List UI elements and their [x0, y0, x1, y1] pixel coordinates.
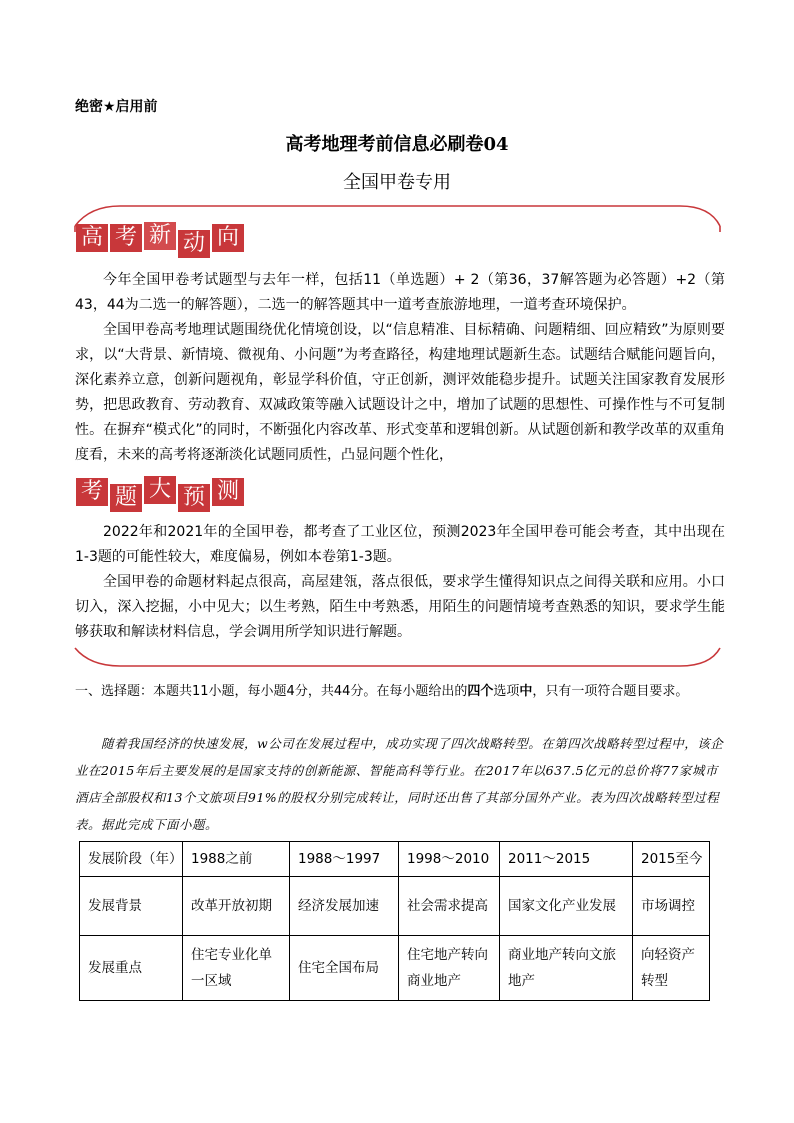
forecast-badge-char: 大 — [144, 476, 176, 504]
trend-badge — [76, 224, 244, 258]
section-bold: 中 — [519, 684, 533, 699]
table-cell: 市场调控 — [633, 877, 710, 936]
table-cell: 住宅地产转向商业地产 — [399, 936, 500, 1001]
section-prefix: 一、选择题 — [75, 684, 141, 699]
strategy-table — [79, 841, 710, 1001]
table-cell: 1988之前 — [183, 842, 290, 877]
secret-label: 绝密★启用前 — [75, 99, 158, 115]
trend-badge-char: 向 — [212, 224, 244, 252]
table-cell: 发展阶段（年） — [80, 842, 183, 877]
table-row — [80, 842, 710, 877]
table-cell: 改革开放初期 — [183, 877, 290, 936]
trend-badge-char: 高 — [76, 224, 108, 252]
table-cell: 经济发展加速 — [290, 877, 399, 936]
table-cell: 国家文化产业发展 — [500, 877, 633, 936]
section-text: ：本题共11小题，每小题4分，共44分。在每小题给出的 — [140, 684, 468, 699]
table-cell: 社会需求提高 — [399, 877, 500, 936]
table-cell: 向轻资产转型 — [633, 936, 710, 1001]
trend-badge-char: 新 — [144, 222, 176, 250]
forecast-badge-char: 测 — [212, 478, 244, 506]
forecast-badge — [76, 478, 244, 512]
question-material — [75, 730, 725, 838]
table-cell: 商业地产转向文旅地产 — [500, 936, 633, 1001]
forecast-paragraph: 全国甲卷的命题材料起点很高，高屋建瓴，落点很低，要求学生懂得知识点之间得关联和应用。小口切入，深入挖掘，小中见大；以生考熟，陌生中考熟悉，用陌生的问题情境考查熟悉的知识，要求学生能够获取和解读材料信息，学会调用所学知识进行解题。 — [75, 574, 725, 640]
section-text: ，只有一项符合题目要求。 — [532, 684, 689, 699]
trend-paragraph: 全国甲卷高考地理试题围绕优化情境创设，以“信息精准、目标精确、问题精细、回应精致”为原则要求，以“大背景、新情境、微视角、小问题”为考查路径，构建地理试题新生态。试题结合赋能问题旨向，深化素养立意，创新问题视角，彰显学科价值，守正创新，测评效能稳步提升。试题关注国家教育发展形势，把思政教育、劳动教育、双减政策等融入试题设计之中，增加了试题的思想性、可操作性与不可复制性。在摒弃“模式化”的同时，不断强化内容改革、形式变革和逻辑创新。从试题创新和教学改革的双重角度看，未来的高考将逐渐淡化试题同质性，凸显问题个性化， — [75, 322, 725, 463]
table-cell: 1988～1997 — [290, 842, 399, 877]
table-cell: 住宅专业化单一区域 — [183, 936, 290, 1001]
forecast-badge-char: 考 — [76, 478, 108, 506]
section-heading — [75, 678, 725, 705]
table-row — [80, 877, 710, 936]
trend-badge-char: 动 — [178, 230, 210, 258]
section-bold: 四个 — [467, 684, 494, 699]
section-text: 选项 — [493, 684, 520, 699]
table-row — [80, 936, 710, 1001]
page-title: 高考地理考前信息必刷卷04 — [285, 134, 509, 155]
table-cell: 住宅全国布局 — [290, 936, 399, 1001]
trend-badge-char: 考 — [110, 224, 142, 252]
question-text: 随着我国经济的快速发展，w公司在发展过程中，成功实现了四次战略转型。在第四次战略转型过程中，该企业在2015年后主要发展的是国家支持的创新能源、智能高科等行业。在2017年以637.5亿元的总价将77家城市酒店全部股权和13个文旅项目91%的股权分别完成转让，同时还出售了其部分国外产业。表为四次战略转型过程表。据此完成下面小题。 — [75, 736, 724, 832]
table-cell: 发展重点 — [80, 936, 183, 1001]
trend-paragraph: 今年全国甲卷考试题型与去年一样，包括11（单选题）+ 2（第36，37解答题为必答题）+2（第43，44为二选一的解答题），二选一的解答题其中一道考查旅游地理，一道考查环境保护。 — [75, 272, 725, 313]
table-cell: 2015至今 — [633, 842, 710, 877]
table-cell: 2011～2015 — [500, 842, 633, 877]
forecast-paragraph: 2022年和2021年的全国甲卷，都考查了工业区位，预测2023年全国甲卷可能会考查，其中出现在1-3题的可能性较大，难度偏易，例如本卷第1-3题。 — [75, 524, 725, 565]
table-cell: 发展背景 — [80, 877, 183, 936]
forecast-badge-char: 预 — [178, 484, 210, 512]
trend-section — [75, 268, 725, 468]
page-subtitle: 全国甲卷专用 — [343, 172, 451, 193]
table-cell: 1998～2010 — [399, 842, 500, 877]
forecast-badge-char: 题 — [110, 484, 142, 512]
forecast-section — [75, 520, 725, 645]
